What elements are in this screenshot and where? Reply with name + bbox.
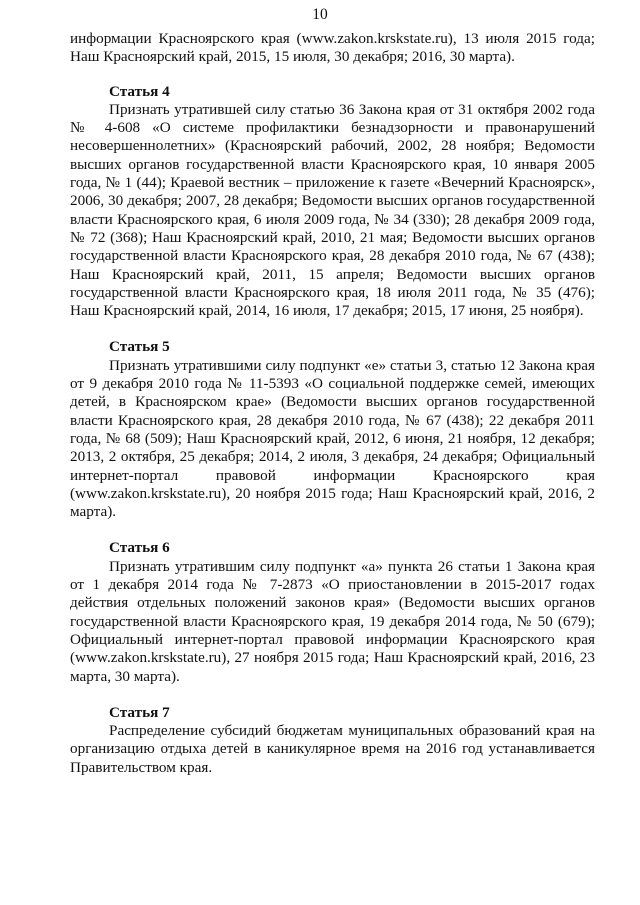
article-6-text: Признать утратившим силу подпункт «а» пункта 26 статьи 1 Закона края от 1 декабря 2014 года № 7-2873 «О приостановлении в 2015-2017 годах действия отдельных положений законов края» (Ведомости высших органов государственной власти Красноярского края, 19 декабря 2014 года, № 50 (679); Официальный интернет-портал правовой информации Красноярского края (www.zakon.krskstate.ru), 27 ноября 2015 года; Наш Красноярский край, 2016, 23 марта, 30 марта). [70, 557, 595, 685]
article-6 [70, 539, 595, 685]
article-5 [70, 338, 595, 521]
article-5-heading: Статья 5 [109, 338, 170, 356]
article-7-heading: Статья 7 [109, 703, 170, 721]
article-4-text: Признать утратившей силу статью 36 Закона края от 31 октября 2002 года № 4-608 «О системе профилактики безнадзорности и правонарушений несовершеннолетних» (Красноярский рабочий, 2002, 28 ноября; Ведомости высших органов государственной власти Красноярского края, 10 января 2005 года, № 1 (44); Краевой вестник – приложение к газете «Вечерний Красноярск», 2006, 30 декабря; 2007, 28 декабря; Ведомости высших органов государственной власти Красноярского края, 6 июля 2009 года, № 34 (330); 28 декабря 2009 года, № 72 (368); Наш Красноярский край, 2010, 21 мая; Ведомости высших органов государственной власти Красноярского края, 28 декабря 2010 года, № 67 (438); Наш Красноярский край, 2011, 15 апреля; Ведомости высших органов государственной власти Красноярского края, 18 июля 2011 года, № 35 (476); Наш Красноярский край, 2014, 16 июля, 17 декабря; 2015, 17 июня, 25 ноября). [70, 100, 595, 320]
article-4-heading: Статья 4 [109, 82, 170, 100]
article-7 [70, 704, 595, 777]
article-7-text: Распределение субсидий бюджетам муниципальных образований края на организацию отдыха детей в каникулярное время на 2016 год устанавливается Правительством края. [70, 722, 595, 776]
intro-continuation [70, 30, 595, 67]
page-number: 10 [312, 6, 328, 23]
article-5-text: Признать утратившими силу подпункт «е» статьи 3, статью 12 Закона края от 9 декабря 2010 года № 11-5393 «О социальной поддержке семей, имеющих детей, в Красноярском крае» (Ведомости высших органов государственной власти Красноярского края, 28 декабря 2010 года, № 67 (438); 22 декабря 2011 года, № 68 (509); Наш Красноярский край, 2012, 6 июня, 21 ноября, 12 декабря; 2013, 2 октября, 25 декабря; 2014, 2 июля, 3 декабря, 24 декабря; Официальный интернет-портал правовой информации Красноярского края (www.zakon.krskstate.ru), 20 ноября 2015 года; Наш Красноярский край, 2016, 2 марта). [70, 356, 595, 521]
article-6-heading: Статья 6 [109, 539, 170, 557]
intro-paragraph: информации Красноярского края (www.zakon.krskstate.ru), 13 июля 2015 года; Наш Красноярский край, 2015, 15 июля, 30 декабря; 2016, 30 марта). [70, 30, 595, 66]
document-body [70, 30, 595, 777]
article-4 [70, 83, 595, 321]
